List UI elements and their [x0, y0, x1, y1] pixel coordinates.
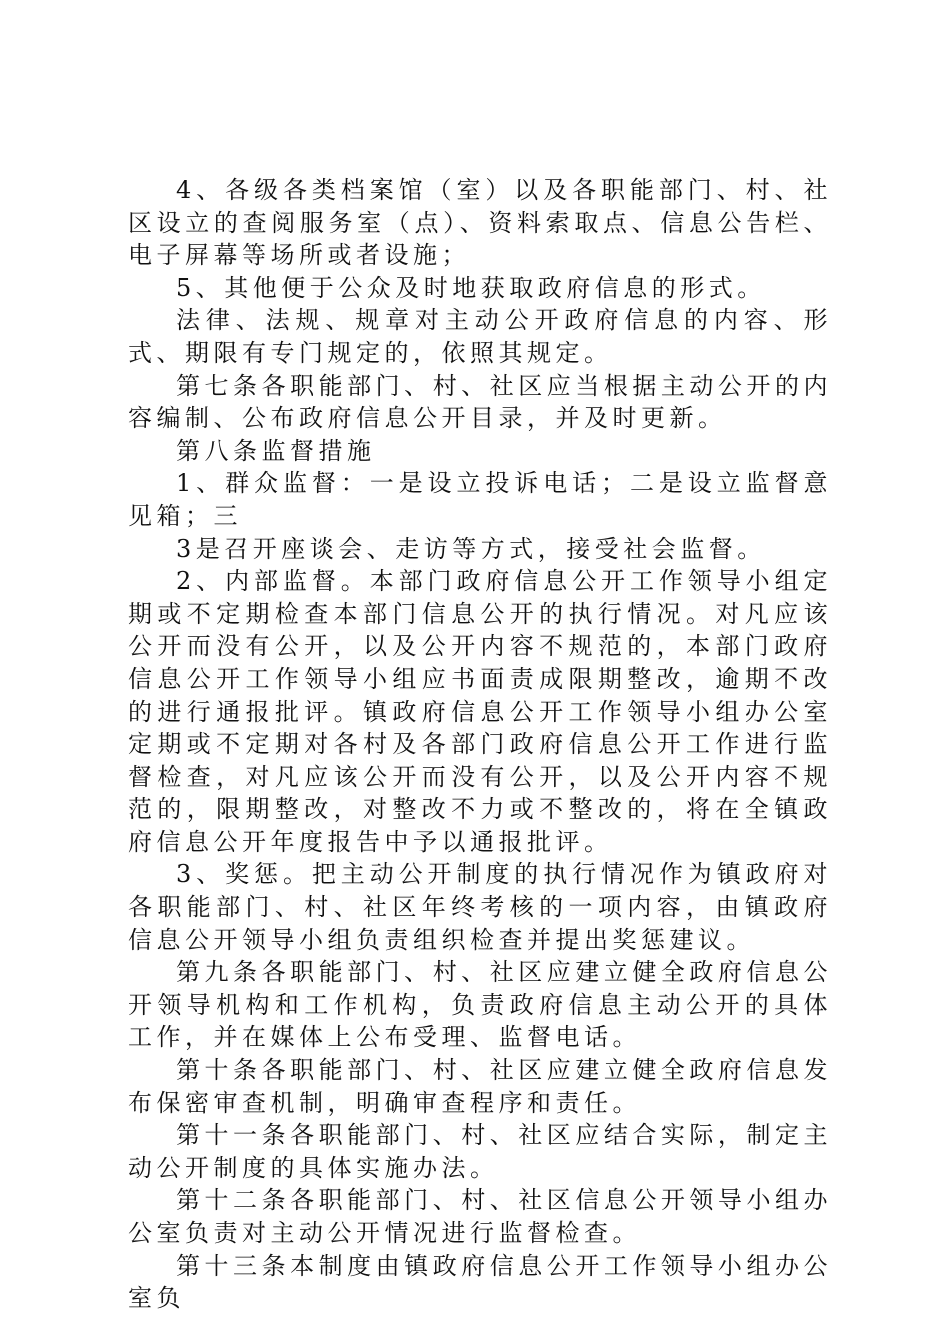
paragraph-article-10: 第十条各职能部门、村、社区应建立健全政府信息发布保密审查机制，明确审查程序和责任。 — [128, 1056, 832, 1117]
paragraph-article-7: 第七条各职能部门、村、社区应当根据主动公开的内容编制、公布政府信息公开目录，并及时更新。 — [128, 371, 832, 433]
paragraph-item-5-other-forms: 5、其他便于公众及时地获取政府信息的形式。 — [176, 273, 766, 302]
paragraph-legal-provisions: 法律、法规、规章对主动公开政府信息的内容、形式、期限有专门规定的，依照其规定。 — [128, 306, 832, 367]
paragraph-public-supervision-continued: 3是召开座谈会、走访等方式，接受社会监督。 — [176, 534, 766, 563]
paragraph-article-13: 第十三条本制度由镇政府信息公开工作领导小组办公室负 — [128, 1251, 832, 1313]
document-body — [128, 174, 832, 1315]
paragraph-rewards-penalties: 3、奖惩。把主动公开制度的执行情况作为镇政府对各职能部门、村、社区年终考核的一项内容，由镇政府信息公开领导小组负责组织检查并提出奖惩建议。 — [128, 860, 832, 954]
paragraph-article-11: 第十一条各职能部门、村、社区应结合实际，制定主动公开制度的具体实施办法。 — [128, 1121, 832, 1182]
paragraph-internal-supervision: 2、内部监督。本部门政府信息公开工作领导小组定期或不定期检查本部门信息公开的执行情况。对凡应该公开而没有公开，以及公开内容不规范的，本部门政府信息公开工作领导小组应书面责成限期整改，逾期不改的进行通报批评。镇政府信息公开工作领导小组办公室定期或不定期对各村及各部门政府信息公开工作进行监督检查，对凡应该公开而没有公开，以及公开内容不规范的，限期整改，对整改不力或不整改的，将在全镇政府信息公开年度报告中予以通报批评。 — [128, 567, 832, 856]
paragraph-public-supervision: 1、群众监督：一是设立投诉电话；二是设立监督意见箱；三 — [128, 469, 832, 530]
paragraph-article-9: 第九条各职能部门、村、社区应建立健全政府信息公开领导机构和工作机构，负责政府信息主动公开的具体工作，并在媒体上公布受理、监督电话。 — [128, 958, 832, 1052]
paragraph-article-12: 第十二条各职能部门、村、社区信息公开领导小组办公室负责对主动公开情况进行监督检查。 — [128, 1186, 832, 1247]
paragraph-article-8-heading: 第八条监督措施 — [176, 436, 376, 465]
paragraph-item-4-archives: 4、各级各类档案馆（室）以及各职能部门、村、社区设立的查阅服务室（点）、资料索取点、信息公告栏、电子屏幕等场所或者设施； — [128, 176, 832, 270]
